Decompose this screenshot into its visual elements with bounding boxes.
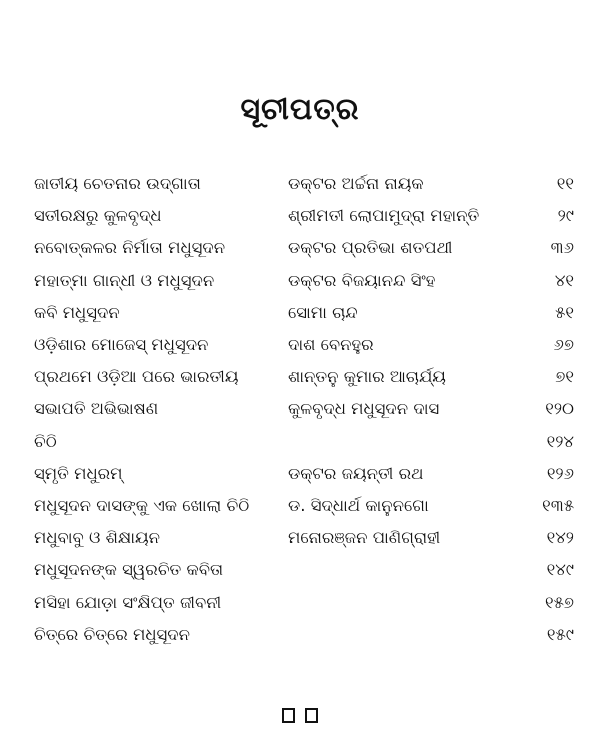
toc-entry <box>34 361 574 393</box>
entry-title: ନବୋତ୍କଳର ନିର୍ମାତା ମଧୁସୂଦନ <box>34 238 226 258</box>
toc-entry <box>34 522 574 554</box>
entry-title: କବି ମଧୁସୂଦନ <box>34 302 120 322</box>
entry-title: ଚିଠି <box>34 431 57 451</box>
entry-page-number: ୧୨୬ <box>546 463 574 483</box>
entry-page-number: ୭୧ <box>555 367 574 387</box>
entry-title: ସତୀରକ୍ଷରୁ କୁଳବୃଦ୍ଧ <box>34 206 162 226</box>
entry-title: ସ୍ମୃତି ମଧୁରମ୍ <box>34 463 123 483</box>
toc-entry <box>34 232 574 264</box>
square-ornament-icon <box>282 708 295 723</box>
entry-page-number: ୧୪୨ <box>546 528 574 548</box>
entry-title: ପ୍ରଥମେ ଓଡ଼ିଆ ପରେ ଭାରତୀୟ <box>34 367 239 387</box>
toc-entry <box>34 586 574 618</box>
entry-title: ମଧୁବାବୁ ଓ ଶିକ୍ଷାୟନ <box>34 528 160 548</box>
entry-page-number: ୬୭ <box>553 335 574 355</box>
page-title: ସୂଚୀପତ୍ର <box>240 92 360 127</box>
toc-entry <box>34 200 574 232</box>
entry-title: ଓଡ଼ିଶାର ମୋଜେସ୍ ମଧୁସୂଦନ <box>34 335 209 355</box>
entry-title: ମସିହା ଯୋଡ଼ା ସଂକ୍ଷିପ୍ତ ଜୀବନୀ <box>34 592 222 612</box>
entry-page-number: ୧୫୭ <box>545 592 574 612</box>
entry-title: ସଭାପତି ଅଭିଭାଷଣ <box>34 399 159 419</box>
toc-entry <box>34 168 574 200</box>
entry-author: ଡକ୍ଟର ବିଜୟାନନ୍ଦ ସିଂହ <box>288 270 436 290</box>
table-of-contents <box>34 168 574 651</box>
entry-title: ମଧୁସୂଦନଙ୍କ ସ୍ୱରଚିତ କବିତା <box>34 560 224 580</box>
toc-entry <box>34 329 574 361</box>
toc-entry <box>34 426 574 458</box>
entry-title: ଜାତୀୟ ଚେତନାର ଉଦ୍‌ଗାତା <box>34 174 201 194</box>
entry-author: ଡକ୍ଟର ଜୟନ୍ତୀ ରଥ <box>288 463 424 483</box>
toc-entry <box>34 619 574 651</box>
entry-page-number: ୧୨୦ <box>545 399 574 419</box>
toc-entry <box>34 554 574 586</box>
entry-page-number: ୨୯ <box>557 206 574 226</box>
entry-author: କୁଳବୃଦ୍ଧ ମଧୁସୂଦନ ଦାସ <box>288 399 440 419</box>
entry-title: ମଧୁସୂଦନ ଦାସଙ୍କୁ ଏକ ଖୋଲା ଚିଠି <box>34 495 250 515</box>
entry-author: ଡ. ସିଦ୍ଧାର୍ଥ କାନୁନଗୋ <box>288 495 429 515</box>
toc-entry <box>34 458 574 490</box>
entry-author: ଦାଶ ବେନହୁର <box>288 335 374 355</box>
entry-author: ଶାନ୍ତନୁ କୁମାର ଆଚାର୍ଯ୍ୟ <box>288 367 446 387</box>
entry-author: ଶ୍ରୀମତୀ ଲୋପାମୁଦ୍ରା ମହାନ୍ତି <box>288 206 480 226</box>
toc-entry <box>34 490 574 522</box>
entry-title: ଚିତ୍ରେ ଚିତ୍ରେ ମଧୁସୂଦନ <box>34 624 191 644</box>
entry-author: ଡକ୍ଟର ଅର୍ଚ୍ଚନା ନାୟକ <box>288 174 424 194</box>
toc-entry <box>34 393 574 425</box>
entry-page-number: ୩୬ <box>550 238 574 258</box>
entry-page-number: ୫୧ <box>555 302 574 322</box>
square-ornament-icon <box>305 708 318 723</box>
decorative-end-marks <box>0 708 600 723</box>
entry-page-number: ୪୧ <box>554 270 574 290</box>
entry-author: ଡକ୍ଟର ପ୍ରତିଭା ଶତପଥୀ <box>288 238 453 258</box>
entry-page-number: ୧୨୪ <box>546 431 574 451</box>
entry-title: ମହାତ୍ମା ଗାନ୍ଧୀ ଓ ମଧୁସୂଦନ <box>34 270 215 290</box>
toc-entry <box>34 265 574 297</box>
entry-page-number: ୧୩୫ <box>542 495 574 515</box>
toc-entry <box>34 297 574 329</box>
entry-page-number: ୧୪୯ <box>546 560 574 580</box>
entry-author: ସୋମା ଚାନ୍ଦ <box>288 302 358 322</box>
entry-author: ମନୋରଞ୍ଜନ ପାଣିଗ୍ରାହୀ <box>288 528 441 548</box>
entry-page-number: ୧୫୯ <box>546 624 574 644</box>
entry-page-number: ୧୧ <box>556 174 574 194</box>
